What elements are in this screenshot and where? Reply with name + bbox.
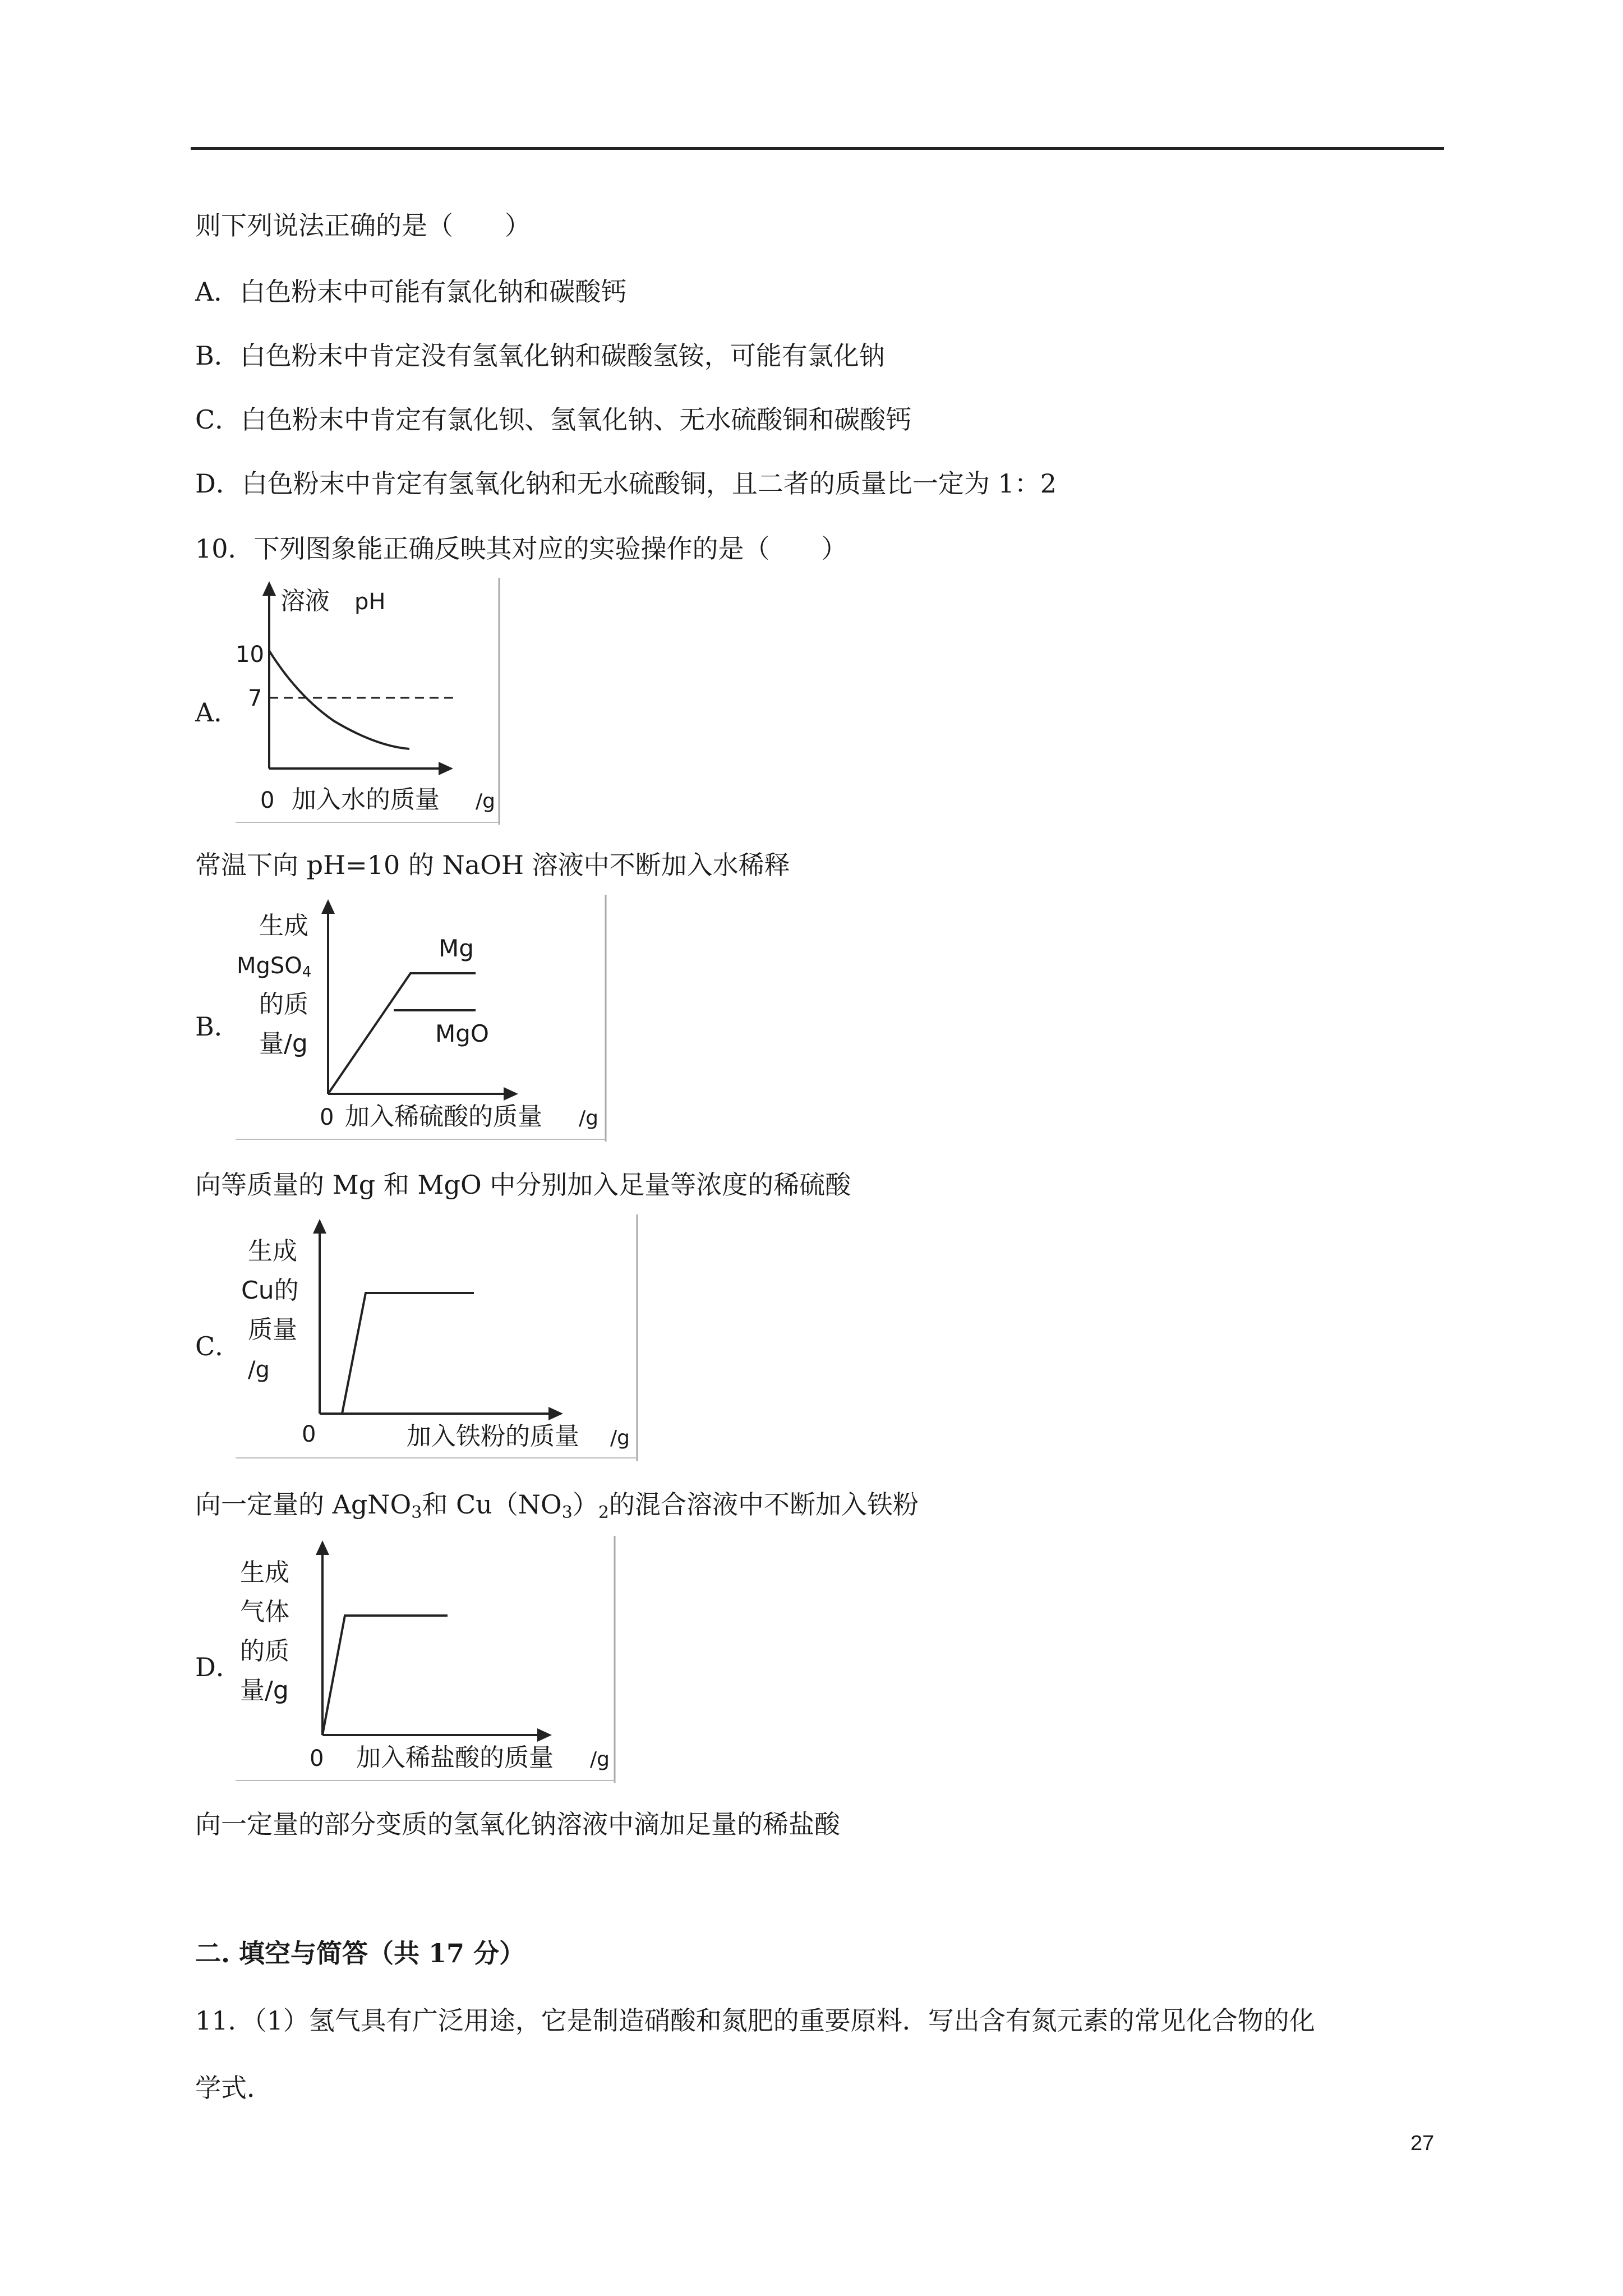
- graph-a-caption: 常温下向 pH=10 的 NaOH 溶液中不断加入水稀释: [195, 850, 790, 880]
- header-rule: [191, 147, 1444, 150]
- graph-c-line: [342, 1293, 474, 1414]
- y-axis-arrow-icon: [313, 1219, 326, 1234]
- graph-b: [236, 895, 606, 1142]
- graph-d-line: [322, 1616, 448, 1735]
- graph-c-y-label-3: 质量: [248, 1315, 297, 1344]
- graph-b-y-label-1: 生成: [259, 912, 308, 940]
- question-9-stem: 则下列说法正确的是（ ）: [195, 210, 531, 241]
- graph-d-y-label-2: 气体: [240, 1598, 289, 1626]
- graph-a-curve: [269, 651, 409, 749]
- graph-c-y-label-2: Cu的: [241, 1276, 299, 1305]
- x-axis-arrow-icon: [439, 762, 453, 775]
- graph-b-y-label-4: 量/g: [259, 1029, 308, 1058]
- option-d: D．白色粉末中肯定有氢氧化钠和无水硫酸铜，且二者的质量比一定为 1：2: [195, 468, 1057, 499]
- graph-c-caption: 向一定量的 AgNO$_3$和 $Cu(NO_3)_2$的混合溶液中不断加入铁粉: [195, 1489, 919, 1522]
- graph-b-x-label: 加入稀硫酸的质量: [345, 1102, 542, 1131]
- option-c: C．白色粉末中肯定有氯化钡、氢氧化钠、无水硫酸铜和碳酸钙: [195, 404, 912, 435]
- graph-c-y-label-4: /g: [248, 1357, 270, 1383]
- question-11-line-1: 11．（1）氢气具有广泛用途，它是制造硝酸和氮肥的重要原料．写出含有氮元素的常见化合物的化: [195, 2005, 1315, 2036]
- graph-b-caption: 向等质量的 Mg 和 MgO 中分别加入足量等浓度的稀硫酸: [195, 1170, 851, 1200]
- svg-text:MgSO4: [237, 953, 311, 981]
- x-axis-arrow-icon: [537, 1728, 552, 1742]
- graph-b-letter: B．: [195, 1011, 240, 1042]
- graph-a-letter: A．: [195, 697, 240, 728]
- graph-a-origin: 0: [260, 788, 275, 813]
- graph-a-tick-7: 7: [248, 685, 262, 711]
- graph-d-x-label: 加入稀盐酸的质量: [356, 1743, 554, 1772]
- option-b: B．白色粉末中肯定没有氢氧化钠和碳酸氢铵，可能有氯化钠: [195, 341, 885, 371]
- graph-a-y-label: 溶液: [280, 587, 330, 615]
- y-axis-arrow-icon: [262, 581, 276, 596]
- graph-b-y-label-3: 的质: [259, 990, 308, 1019]
- option-a: A．白色粉末中可能有氯化钠和碳酸钙: [195, 277, 627, 307]
- graph-d-letter: D．: [195, 1652, 242, 1682]
- page-number: 27: [1410, 2132, 1435, 2155]
- section-2-heading: 二. 填空与简答（共 17 分）: [195, 1938, 525, 1968]
- graph-d-origin: 0: [310, 1746, 324, 1772]
- graph-a-x-unit: /g: [476, 790, 495, 813]
- graph-d-caption: 向一定量的部分变质的氢氧化钠溶液中滴加足量的稀盐酸: [195, 1809, 840, 1839]
- graph-c-origin: 0: [302, 1421, 316, 1447]
- graph-d-y-label-4: 量/g: [240, 1676, 289, 1705]
- graph-a-tick-10: 10: [236, 642, 264, 668]
- graph-a: [236, 578, 499, 825]
- question-11-line-2: 学式．: [195, 2073, 273, 2103]
- graph-d: [236, 1536, 617, 1783]
- graph-d-x-unit: /g: [590, 1748, 610, 1771]
- graph-a-x-label: 加入水的质量: [292, 785, 440, 814]
- graph-b-series-mgo: MgO: [435, 1020, 489, 1047]
- graph-a-y-label-ph: pH: [354, 589, 386, 615]
- graph-c-y-label-1: 生成: [248, 1237, 297, 1266]
- graph-c-x-label: 加入铁粉的质量: [407, 1422, 579, 1451]
- graph-b-series-mg: Mg: [439, 935, 474, 962]
- graph-c-x-unit: /g: [610, 1427, 630, 1450]
- graph-b-x-unit: /g: [579, 1107, 598, 1130]
- graph-d-y-label-1: 生成: [240, 1558, 289, 1587]
- graph-c-letter: C．: [195, 1331, 241, 1361]
- x-axis-arrow-icon: [504, 1087, 518, 1101]
- graph-c: [236, 1214, 639, 1461]
- y-axis-arrow-icon: [316, 1540, 329, 1555]
- question-10-stem: 10．下列图象能正确反映其对应的实验操作的是（ ）: [195, 533, 847, 564]
- x-axis-arrow-icon: [548, 1407, 563, 1420]
- graph-b-origin: 0: [320, 1105, 334, 1130]
- graph-b-y-label-2-sub: 4: [302, 964, 312, 981]
- y-axis-arrow-icon: [321, 899, 335, 914]
- graph-d-y-label-3: 的质: [240, 1637, 289, 1665]
- graph-b-y-label-2: MgSO: [237, 953, 302, 979]
